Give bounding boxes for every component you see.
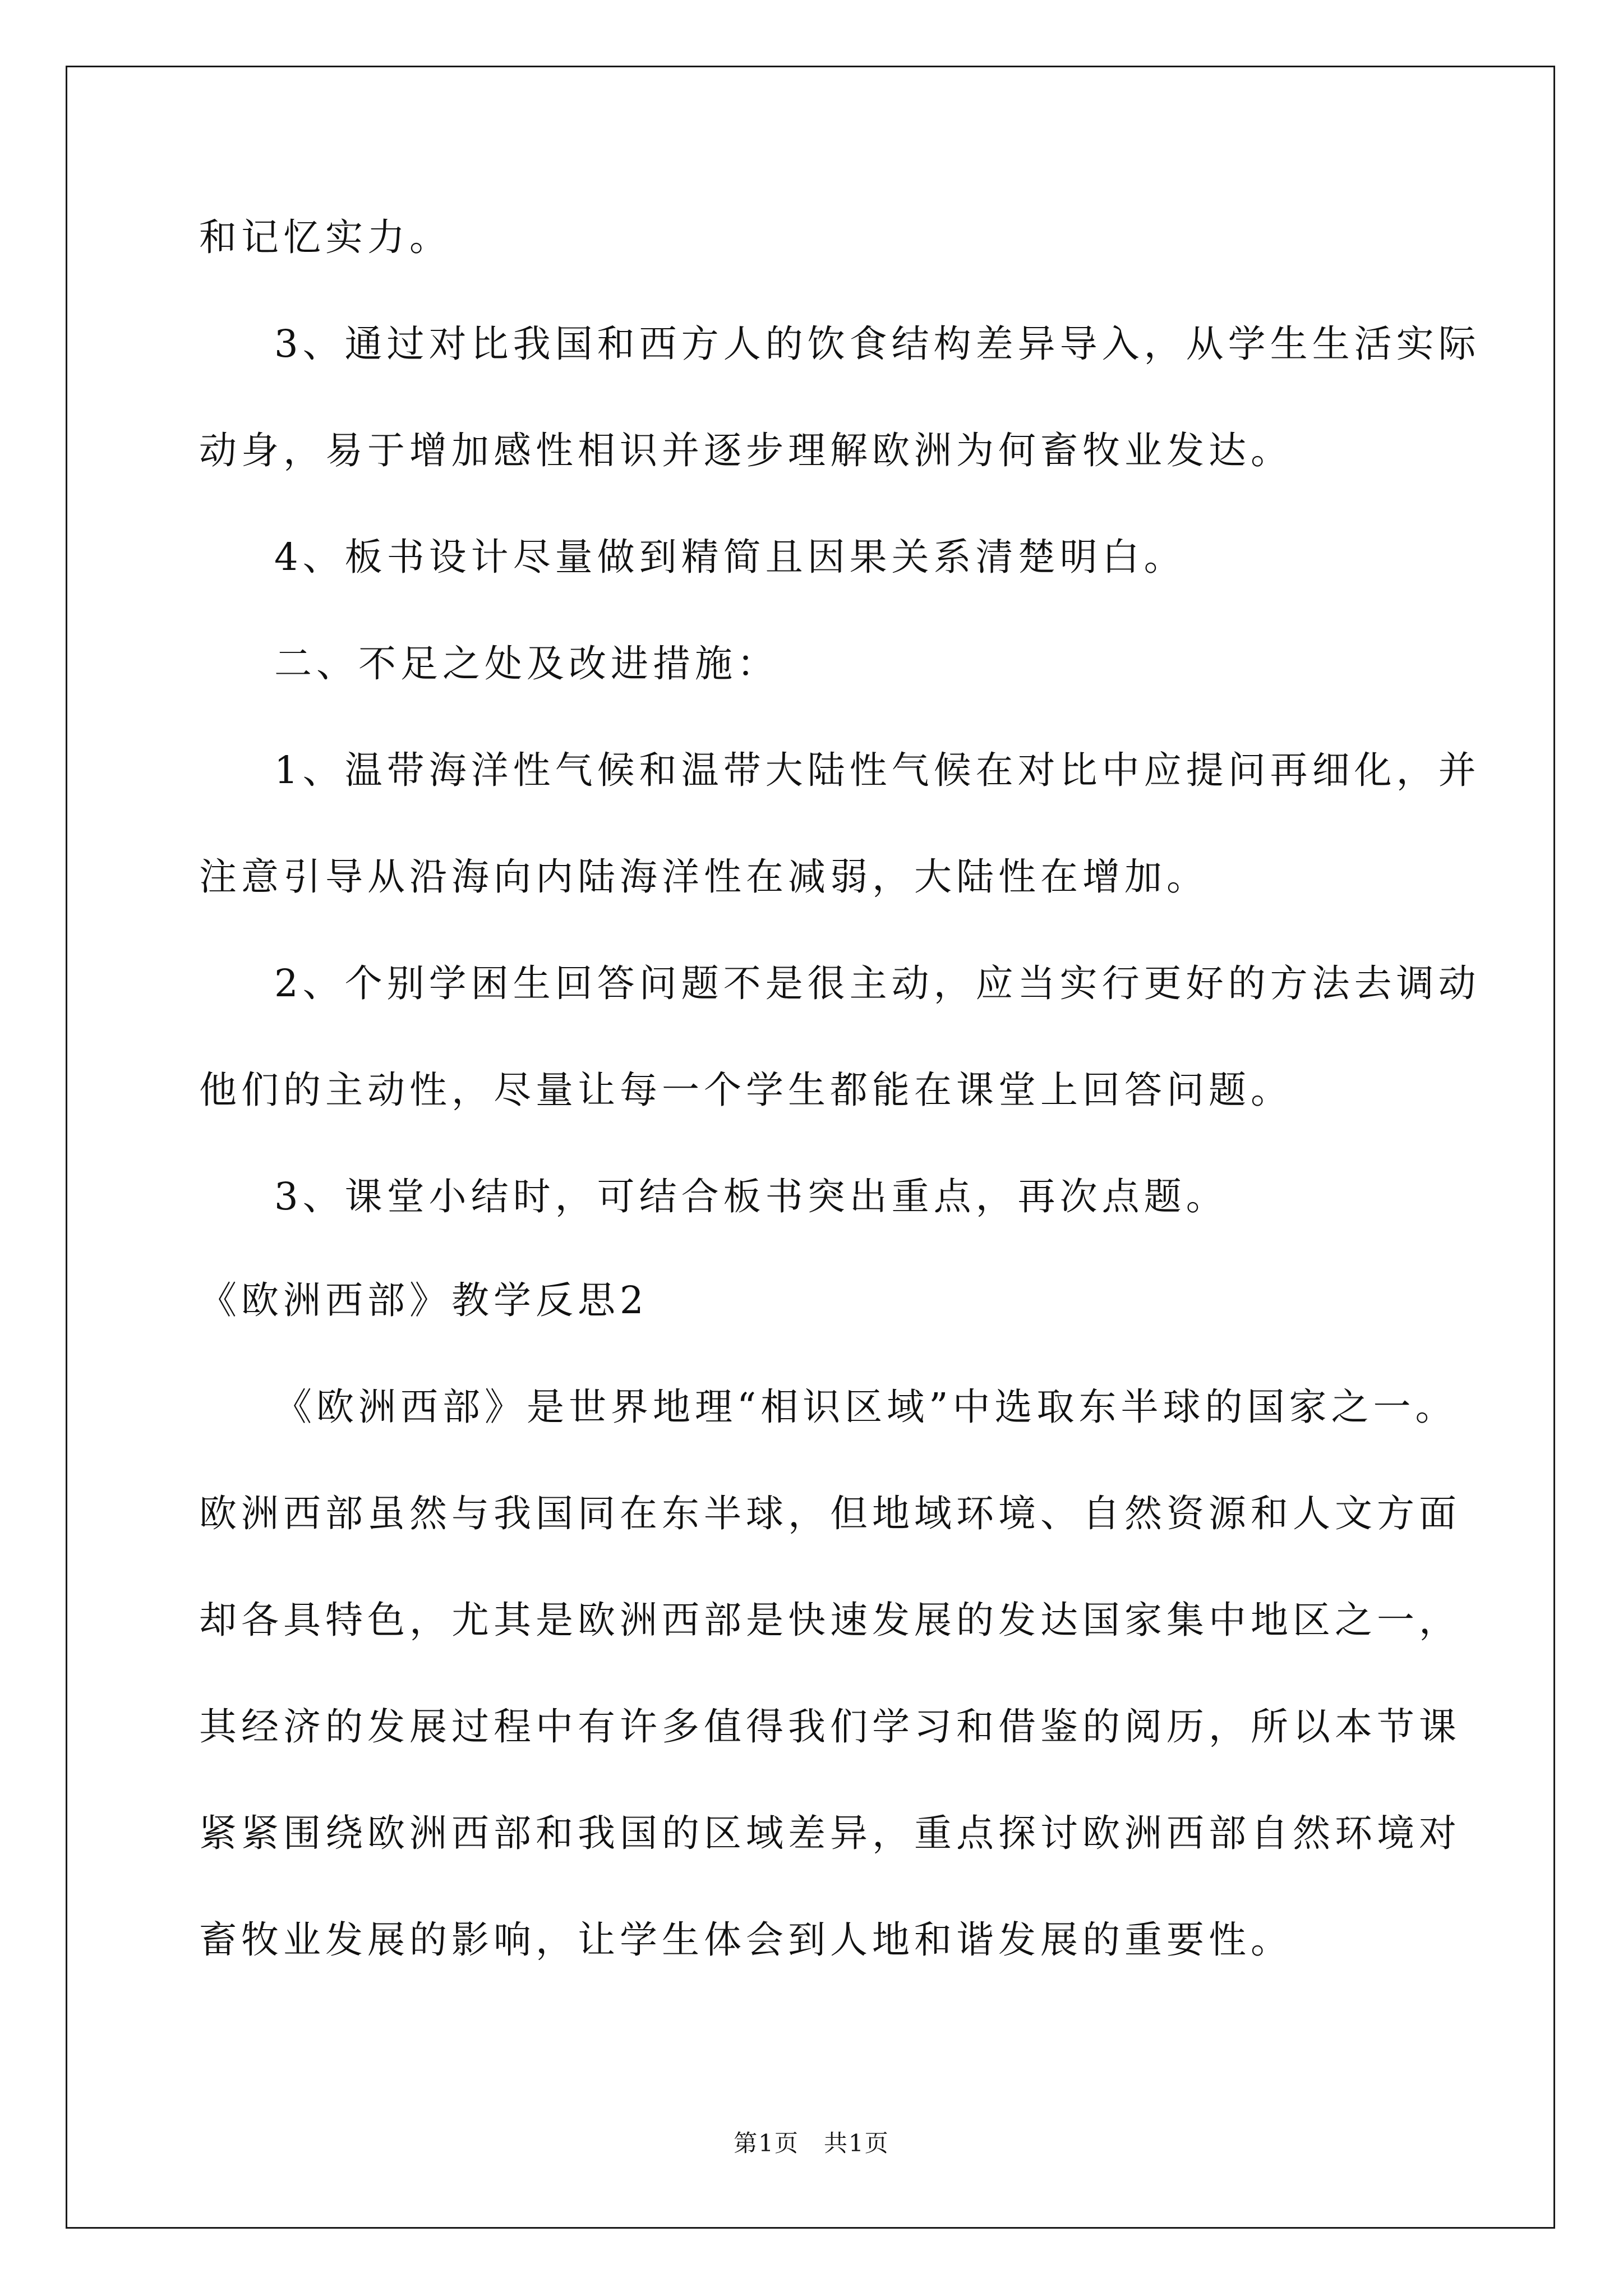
paragraph-line: 4、板书设计尽量做到精简且因果关系清楚明白。 (274, 535, 1186, 579)
paragraph-line: 他们的主动性，尽量让每一个学生都能在课堂上回答问题。 (199, 1068, 1293, 1112)
paragraph-line: 1、温带海洋性气候和温带大陆性气候在对比中应提问再细化，并 (274, 748, 1481, 792)
paragraph-line: 和记忆实力。 (199, 215, 451, 259)
paragraph-line: 注意引导从沿海向内陆海洋性在减弱，大陆性在增加。 (199, 855, 1209, 899)
paragraph-line: 紧紧围绕欧洲西部和我国的区域差异，重点探讨欧洲西部自然环境对 (199, 1811, 1461, 1855)
paragraph-line: 2、个别学困生回答问题不是很主动，应当实行更好的方法去调动 (274, 961, 1481, 1005)
paragraph-line: 其经济的发展过程中有许多值得我们学习和借鉴的阅历，所以本节课 (199, 1705, 1461, 1749)
page-number-footer: 第1页 共1页 (734, 2129, 889, 2157)
section-heading: 二、不足之处及改进措施： (274, 642, 779, 685)
article-title: 《欧洲西部》教学反思2 (199, 1278, 648, 1322)
paragraph-line: 动身，易于增加感性相识并逐步理解欧洲为何畜牧业发达。 (199, 429, 1293, 472)
paragraph-line: 3、通过对比我国和西方人的饮食结构差异导入，从学生生活实际 (274, 322, 1481, 366)
paragraph-line: 却各具特色，尤其是欧洲西部是快速发展的发达国家集中地区之一， (199, 1598, 1461, 1642)
page-border (66, 66, 1555, 2229)
paragraph-line: 3、课堂小结时，可结合板书突出重点，再次点题。 (274, 1175, 1228, 1218)
paragraph-line: 《欧洲西部》是世界地理“相识区域”中选取东半球的国家之一。 (274, 1385, 1458, 1429)
paragraph-line: 畜牧业发展的影响，让学生体会到人地和谐发展的重要性。 (199, 1918, 1293, 1962)
paragraph-line: 欧洲西部虽然与我国同在东半球，但地域环境、自然资源和人文方面 (199, 1492, 1461, 1535)
